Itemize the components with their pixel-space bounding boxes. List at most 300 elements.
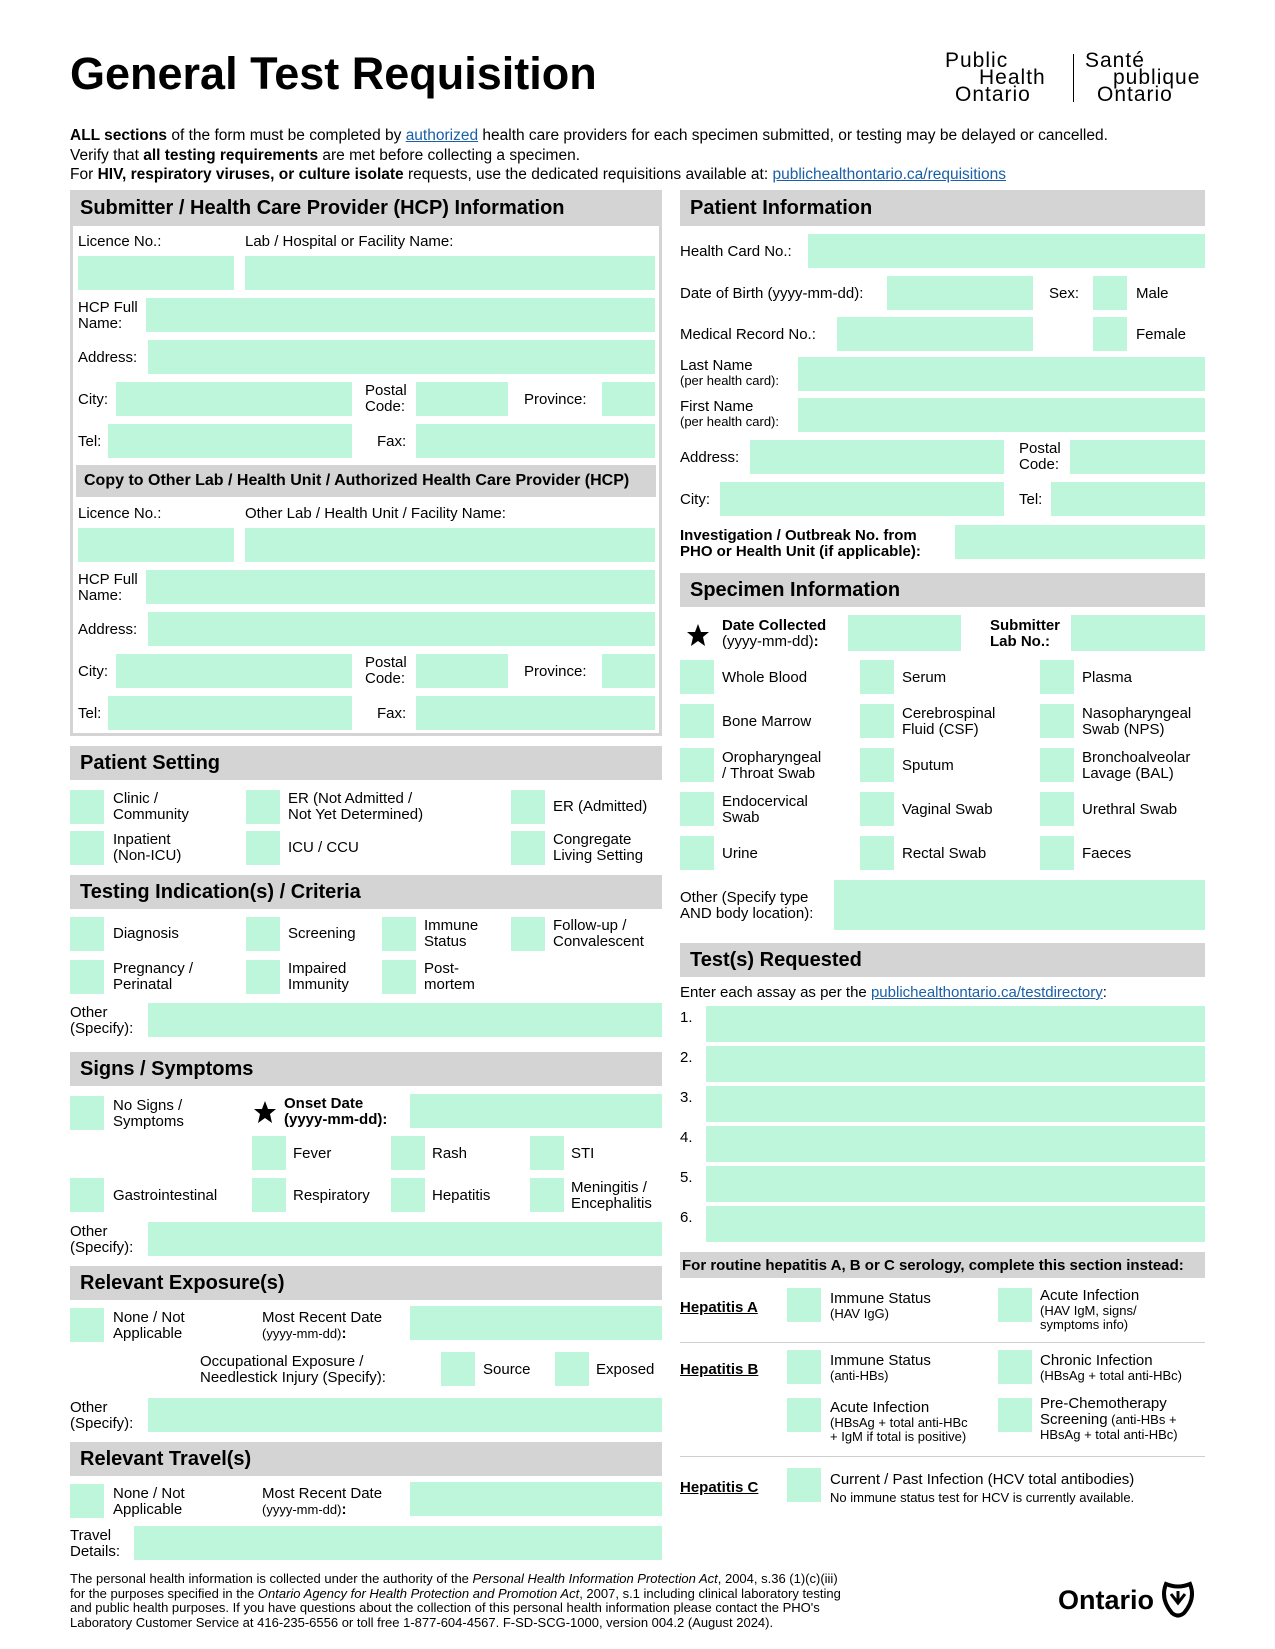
exposed-label: Exposed xyxy=(596,1361,655,1378)
intro-text: HIV, respiratory viruses, or culture isolate xyxy=(97,166,404,183)
label-line: mortem xyxy=(424,976,475,993)
label-line: Impaired xyxy=(288,960,347,977)
setting-header: Patient Setting xyxy=(70,746,662,780)
diagnosis-label: Diagnosis xyxy=(113,925,179,942)
patient-address-field[interactable] xyxy=(750,440,1004,474)
diagnosis-checkbox[interactable] xyxy=(70,917,104,951)
copy-tel-field[interactable] xyxy=(108,696,352,730)
label-line: Lavage (BAL) xyxy=(1082,765,1174,782)
intro-text: Verify that xyxy=(70,146,144,164)
hep-b-prechemo-checkbox[interactable] xyxy=(998,1398,1032,1432)
test-1-field[interactable] xyxy=(706,1006,1205,1042)
logo-text: publique xyxy=(1113,66,1201,89)
intro-text: of the form must be completed by xyxy=(167,127,406,144)
exposed-checkbox[interactable] xyxy=(555,1352,589,1386)
respiratory-checkbox[interactable] xyxy=(252,1178,286,1212)
label-line: (per health card): xyxy=(680,373,779,388)
hep-c-checkbox[interactable] xyxy=(787,1468,821,1502)
label-line: Endocervical xyxy=(722,793,808,810)
footer-text: and public health purposes. If you have questions about the collection of this personal health information please contact the PHO's xyxy=(70,1600,820,1615)
whole-blood-checkbox[interactable] xyxy=(680,660,714,694)
label-line: (HAV IgG) xyxy=(830,1306,889,1321)
copy-postal-label xyxy=(365,655,407,687)
label-line: (anti-HBs + xyxy=(1107,1412,1177,1427)
urine-checkbox[interactable] xyxy=(680,836,714,870)
footer-text: Ontario Agency for Health Protection and Promotion Act xyxy=(257,1585,580,1601)
icu-label: ICU / CCU xyxy=(288,839,359,856)
occupational-label xyxy=(200,1354,386,1386)
label-line: Lab No.: xyxy=(990,633,1050,650)
label-line: Immunity xyxy=(288,976,349,993)
tel-field[interactable] xyxy=(108,424,352,458)
male-label: Male xyxy=(1136,285,1169,302)
label-line: HBsAg + total anti-HBc) xyxy=(1040,1427,1178,1442)
label-line: Most Recent Date xyxy=(262,1485,383,1502)
test-number: 3. xyxy=(680,1089,693,1106)
post-mortem-label xyxy=(424,961,475,993)
label-line: Not Yet Determined) xyxy=(288,806,424,823)
label-line: Clinic / xyxy=(113,790,159,807)
label-line: (Specify): xyxy=(70,1020,134,1037)
travel-none-checkbox[interactable] xyxy=(70,1484,104,1518)
label-line: Oropharyngeal xyxy=(722,749,822,766)
licence-label: Licence No.: xyxy=(78,233,162,250)
bal-checkbox[interactable] xyxy=(1040,748,1074,782)
travel-none-label xyxy=(113,1486,185,1518)
patient-city-field[interactable] xyxy=(720,482,1004,516)
whole-blood-label: Whole Blood xyxy=(722,669,808,686)
travel-recent-field[interactable] xyxy=(410,1482,662,1516)
follow-up-checkbox[interactable] xyxy=(511,917,545,951)
test-number: 1. xyxy=(680,1009,693,1026)
label-line: (yyyy-mm-dd) xyxy=(262,1502,342,1517)
copy-hcp-name-field[interactable] xyxy=(146,570,655,604)
testing-other-label xyxy=(70,1005,133,1037)
requisitions-link[interactable]: publichealthontario.ca/requisitions xyxy=(772,166,1006,183)
sputum-checkbox[interactable] xyxy=(860,748,894,782)
investigation-field[interactable] xyxy=(955,525,1205,559)
signs-header: Signs / Symptoms xyxy=(70,1052,662,1086)
hep-a-acute-label xyxy=(1040,1288,1139,1332)
test-number: 5. xyxy=(680,1169,693,1186)
serum-checkbox[interactable] xyxy=(860,660,894,694)
bone-marrow-label: Bone Marrow xyxy=(722,713,812,730)
rectal-label: Rectal Swab xyxy=(902,845,987,862)
date-collected-field[interactable] xyxy=(848,615,961,651)
fax-label: Fax: xyxy=(377,433,407,450)
label-line: Immune xyxy=(424,917,479,934)
meningitis-checkbox[interactable] xyxy=(530,1178,564,1212)
hep-b-prechemo-label xyxy=(1040,1396,1178,1442)
tests-header: Test(s) Requested xyxy=(680,943,1205,977)
copy-postal-field[interactable] xyxy=(416,654,508,688)
sti-label: STI xyxy=(571,1145,595,1162)
hep-a-immune-label xyxy=(830,1291,931,1321)
clinic-label xyxy=(113,791,189,823)
respiratory-label: Respiratory xyxy=(293,1187,370,1204)
label-line: Screening xyxy=(1040,1411,1108,1428)
logo-divider xyxy=(1073,54,1074,102)
urethral-checkbox[interactable] xyxy=(1040,792,1074,826)
congregate-checkbox[interactable] xyxy=(511,831,545,865)
test-number: 2. xyxy=(680,1049,693,1066)
facility-label: Lab / Hospital or Facility Name: xyxy=(245,233,454,250)
hep-b-chronic-checkbox[interactable] xyxy=(998,1350,1032,1384)
specimen-other-label xyxy=(680,890,813,922)
test-4-field[interactable] xyxy=(706,1126,1205,1162)
female-label: Female xyxy=(1136,326,1187,343)
hep-b-acute-checkbox[interactable] xyxy=(787,1398,821,1432)
inpatient-label xyxy=(113,832,181,864)
onset-date-label xyxy=(284,1096,387,1128)
copy-fax-label: Fax: xyxy=(377,705,407,722)
onset-date-field[interactable] xyxy=(410,1094,662,1128)
label-line: Immune Status xyxy=(830,1352,931,1369)
label-line: Perinatal xyxy=(113,976,173,993)
copy-header: Copy to Other Lab / Health Unit / Authorized Health Care Provider (HCP) xyxy=(76,465,656,497)
urine-label: Urine xyxy=(722,845,758,862)
signs-other-field[interactable] xyxy=(148,1222,662,1256)
exposure-recent-field[interactable] xyxy=(410,1306,662,1340)
no-signs-label xyxy=(113,1098,184,1130)
hcp-name-label xyxy=(78,300,138,332)
sti-checkbox[interactable] xyxy=(530,1136,564,1170)
label-line: Submitter xyxy=(990,617,1061,634)
label-line: Other xyxy=(70,1399,108,1416)
label-line: Fluid (CSF) xyxy=(902,721,979,738)
test-5-field[interactable] xyxy=(706,1166,1205,1202)
first-name-label xyxy=(680,399,779,429)
urethral-label: Urethral Swab xyxy=(1082,801,1178,818)
label-line: HCP Full xyxy=(78,571,138,588)
label-line: Community xyxy=(113,806,189,823)
er-not-admitted-checkbox[interactable] xyxy=(246,790,280,824)
inpatient-checkbox[interactable] xyxy=(70,831,104,865)
hep-b-immune-label xyxy=(830,1353,931,1383)
serum-label: Serum xyxy=(902,669,947,686)
label-line: First Name xyxy=(680,398,754,415)
copy-facility-label: Other Lab / Health Unit / Facility Name: xyxy=(245,505,506,522)
footer-text: for the purposes specified in the xyxy=(70,1585,258,1601)
pregnancy-checkbox[interactable] xyxy=(70,960,104,994)
travel-header: Relevant Travel(s) xyxy=(70,1442,662,1476)
postal-field[interactable] xyxy=(416,382,508,416)
label-line: HCP Full xyxy=(78,299,138,316)
label-line: Current / Past Infection (HCV total antibodies) xyxy=(830,1471,1135,1488)
label-line: Code: xyxy=(365,670,406,687)
immune-status-label xyxy=(424,918,478,950)
province-label: Province: xyxy=(524,391,587,408)
test-3-field[interactable] xyxy=(706,1086,1205,1122)
label-line: Congregate xyxy=(553,831,632,848)
intro-text: requests, use the dedicated requisitions available at: xyxy=(403,166,773,183)
signs-other-label xyxy=(70,1224,133,1256)
hep-c-label xyxy=(830,1472,1134,1505)
specimen-other-field[interactable] xyxy=(834,880,1205,930)
label-line: Bronchoalveolar xyxy=(1082,749,1191,766)
instruction-text: Enter each assay as per the xyxy=(680,984,871,1001)
specimen-header: Specimen Information xyxy=(680,573,1205,607)
required-star-icon xyxy=(253,1100,277,1124)
label-line: Most Recent Date xyxy=(262,1309,383,1326)
facility-field[interactable] xyxy=(245,256,655,290)
dob-label: Date of Birth (yyyy-mm-dd): xyxy=(680,285,864,302)
label-line: PHO or Health Unit (if applicable): xyxy=(680,543,921,560)
label-line: symptoms info) xyxy=(1040,1317,1129,1332)
label-line: (HBsAg + total anti-HBc) xyxy=(1040,1368,1182,1383)
csf-label xyxy=(902,706,995,738)
copy-tel-label: Tel: xyxy=(78,705,102,722)
bal-label xyxy=(1082,750,1190,782)
hepatitis-b-label: Hepatitis B xyxy=(680,1361,759,1378)
rash-checkbox[interactable] xyxy=(391,1136,425,1170)
copy-licence-field[interactable] xyxy=(78,528,234,562)
icu-checkbox[interactable] xyxy=(246,831,280,865)
patient-postal-field[interactable] xyxy=(1070,440,1205,474)
oropharyngeal-label xyxy=(722,750,821,782)
testdirectory-link[interactable]: publichealthontario.ca/testdirectory xyxy=(870,984,1103,1001)
label-line: Pregnancy / xyxy=(113,960,194,977)
label-line: Symptoms xyxy=(113,1113,184,1130)
exposure-none-label xyxy=(113,1310,185,1342)
label-line: Postal xyxy=(365,382,407,399)
copy-hcp-name-label xyxy=(78,572,138,604)
logo-text: Santé xyxy=(1085,49,1145,72)
rash-label: Rash xyxy=(432,1145,468,1162)
intro-text: health care providers for each specimen submitted, or testing may be delayed or cancelled. xyxy=(478,127,1108,144)
authorized-link[interactable]: authorized xyxy=(405,127,479,144)
follow-up-label xyxy=(553,918,644,950)
exposure-header: Relevant Exposure(s) xyxy=(70,1266,662,1300)
logo-text: Health xyxy=(979,66,1046,89)
intro-text: are met before collecting a specimen. xyxy=(318,146,581,164)
last-name-field[interactable] xyxy=(798,357,1205,391)
footer-text: , 2007, s.1 including clinical laboratory testing xyxy=(579,1585,841,1601)
logo-text: Ontario xyxy=(955,83,1031,106)
testing-header: Testing Indication(s) / Criteria xyxy=(70,875,662,909)
instruction-text: : xyxy=(1102,984,1107,1001)
hcp-name-field[interactable] xyxy=(146,298,655,332)
privacy-footer xyxy=(70,1572,841,1630)
hep-divider xyxy=(680,1342,1205,1343)
exposure-other-field[interactable] xyxy=(148,1398,662,1432)
label-line: Postal xyxy=(1019,440,1061,457)
intro-text: ALL sections xyxy=(70,127,168,144)
immune-status-checkbox[interactable] xyxy=(382,917,416,951)
address-field[interactable] xyxy=(148,340,655,374)
hep-b-immune-checkbox[interactable] xyxy=(787,1350,821,1384)
province-field[interactable] xyxy=(602,382,655,416)
patient-postal-label xyxy=(1019,441,1061,473)
patient-tel-field[interactable] xyxy=(1051,482,1205,516)
patient-header: Patient Information xyxy=(680,190,1205,226)
bone-marrow-checkbox[interactable] xyxy=(680,704,714,738)
patient-tel-label: Tel: xyxy=(1019,491,1043,508)
label-line: No Signs / xyxy=(113,1097,183,1114)
ontario-logo xyxy=(1058,1580,1196,1620)
copy-city-label: City: xyxy=(78,663,108,680)
faeces-label: Faeces xyxy=(1082,845,1132,862)
label-line: (per health card): xyxy=(680,414,779,429)
licence-field[interactable] xyxy=(78,256,234,290)
travel-details-field[interactable] xyxy=(134,1526,662,1560)
label-line: Cerebrospinal xyxy=(902,705,996,722)
submitter-lab-field[interactable] xyxy=(1071,615,1205,651)
copy-fax-field[interactable] xyxy=(416,696,655,730)
copy-city-field[interactable] xyxy=(116,654,352,688)
hep-a-acute-checkbox[interactable] xyxy=(998,1288,1032,1322)
oropharyngeal-checkbox[interactable] xyxy=(680,748,714,782)
footer-text: The personal health information is collected under the authority of the xyxy=(70,1571,473,1586)
label-line: Follow-up / xyxy=(553,917,627,934)
mrn-field[interactable] xyxy=(837,317,1033,351)
er-admitted-checkbox[interactable] xyxy=(511,790,545,824)
tel-label: Tel: xyxy=(78,433,102,450)
testing-other-field[interactable] xyxy=(148,1003,662,1037)
rectal-checkbox[interactable] xyxy=(860,836,894,870)
vaginal-checkbox[interactable] xyxy=(860,792,894,826)
copy-province-field[interactable] xyxy=(602,654,655,688)
nps-label xyxy=(1082,706,1191,738)
label-line: Acute Infection xyxy=(830,1399,930,1416)
label-line: No immune status test for HCV is currently available. xyxy=(830,1490,1135,1505)
female-checkbox[interactable] xyxy=(1093,317,1127,351)
label-line: None / Not xyxy=(113,1309,185,1326)
footer-text: , 2004, s.36 (1)(c)(iii) xyxy=(717,1571,838,1586)
label-line: Encephalitis xyxy=(571,1195,652,1212)
footer-text: Personal Health Information Protection Act xyxy=(472,1571,718,1586)
intro-text: all testing requirements xyxy=(143,146,319,164)
plasma-checkbox[interactable] xyxy=(1040,660,1074,694)
exposure-none-checkbox[interactable] xyxy=(70,1308,104,1342)
fever-checkbox[interactable] xyxy=(252,1136,286,1170)
label-line: (Specify): xyxy=(70,1239,134,1256)
sputum-label: Sputum xyxy=(902,757,954,774)
label-line: ER (Not Admitted / xyxy=(288,790,413,807)
required-star-icon xyxy=(686,623,710,647)
test-number: 6. xyxy=(680,1209,693,1226)
test-2-field[interactable] xyxy=(706,1046,1205,1082)
er-not-admitted-label xyxy=(288,791,423,823)
dob-field[interactable] xyxy=(887,276,1033,310)
hep-a-immune-checkbox[interactable] xyxy=(787,1288,821,1322)
patient-address-label: Address: xyxy=(680,449,740,466)
gi-checkbox[interactable] xyxy=(70,1178,104,1212)
exposure-recent-label: Most Recent Date (yyyy-mm-dd): xyxy=(262,1309,383,1342)
label-line: Code: xyxy=(365,398,406,415)
impaired-immunity-checkbox[interactable] xyxy=(246,960,280,994)
male-checkbox[interactable] xyxy=(1093,276,1127,310)
label-line: Code: xyxy=(1019,456,1060,473)
fax-field[interactable] xyxy=(416,424,655,458)
screening-checkbox[interactable] xyxy=(246,917,280,951)
label-line: Pre-Chemotherapy xyxy=(1040,1395,1167,1412)
hep-b-chronic-label xyxy=(1040,1353,1182,1383)
copy-facility-field[interactable] xyxy=(245,528,655,562)
label-line: Other xyxy=(70,1223,108,1240)
label-line: (HBsAg + total anti-HBc xyxy=(830,1415,968,1430)
address-label: Address: xyxy=(78,349,138,366)
health-card-field[interactable] xyxy=(808,234,1205,268)
label-line: (yyyy-mm-dd) xyxy=(262,1326,342,1341)
endocervical-label xyxy=(722,794,808,826)
screening-label: Screening xyxy=(288,925,356,942)
copy-address-field[interactable] xyxy=(148,612,655,646)
label-line: Living Setting xyxy=(553,847,644,864)
label-line: None / Not xyxy=(113,1485,185,1502)
label-line: Name: xyxy=(78,315,123,332)
health-card-label: Health Card No.: xyxy=(680,243,792,260)
endocervical-checkbox[interactable] xyxy=(680,792,714,826)
sex-label: Sex: xyxy=(1049,285,1080,302)
clinic-checkbox[interactable] xyxy=(70,790,104,824)
intro-text: For xyxy=(70,166,98,183)
city-label: City: xyxy=(78,391,108,408)
label-line: Name: xyxy=(78,587,123,604)
vaginal-label: Vaginal Swab xyxy=(902,801,993,818)
investigation-label xyxy=(680,528,921,560)
ontario-wordmark: Ontario xyxy=(1058,1584,1155,1615)
copy-licence-label: Licence No.: xyxy=(78,505,162,522)
hepatitis-a-label: Hepatitis A xyxy=(680,1299,758,1316)
tests-instruction xyxy=(680,985,1107,1001)
csf-checkbox[interactable] xyxy=(860,704,894,738)
post-mortem-checkbox[interactable] xyxy=(382,960,416,994)
copy-province-label: Province: xyxy=(524,663,587,680)
city-field[interactable] xyxy=(116,382,352,416)
footer-text: Laboratory Customer Service at 416-235-6556 or toll free 1-877-604-4567. F-SD-SCG-1000, version 004.2 (August 2024). xyxy=(70,1614,774,1630)
label-line: Convalescent xyxy=(553,933,644,950)
hepatitis-header: For routine hepatitis A, B or C serology, complete this section instead: xyxy=(680,1252,1205,1278)
label-line: Acute Infection xyxy=(1040,1287,1140,1304)
first-name-field[interactable] xyxy=(798,398,1205,432)
fever-label: Fever xyxy=(293,1145,332,1162)
test-number: 4. xyxy=(680,1129,693,1146)
pho-logo xyxy=(945,49,1205,106)
label-line: Needlestick Injury (Specify): xyxy=(200,1369,386,1386)
label-line: Investigation / Outbreak No. from xyxy=(680,527,917,544)
source-label: Source xyxy=(483,1361,531,1378)
plasma-label: Plasma xyxy=(1082,669,1133,686)
label-line: Other xyxy=(70,1004,108,1021)
impaired-immunity-label xyxy=(288,961,349,993)
patient-city-label: City: xyxy=(680,491,710,508)
label-line: (anti-HBs) xyxy=(830,1368,889,1383)
submitter-header: Submitter / Health Care Provider (HCP) Information xyxy=(70,190,662,226)
postal-label xyxy=(365,383,407,415)
meningitis-label xyxy=(571,1180,652,1212)
hepatitis-checkbox[interactable] xyxy=(391,1178,425,1212)
intro xyxy=(70,126,1108,185)
er-admitted-label: ER (Admitted) xyxy=(553,798,648,815)
test-6-field[interactable] xyxy=(706,1206,1205,1242)
label-line: Inpatient xyxy=(113,831,171,848)
source-checkbox[interactable] xyxy=(441,1352,475,1386)
hep-b-acute-label xyxy=(830,1400,968,1444)
nps-checkbox[interactable] xyxy=(1040,704,1074,738)
label-line: (Non-ICU) xyxy=(113,847,182,864)
label-line: Chronic Infection xyxy=(1040,1352,1153,1369)
label-line: / Throat Swab xyxy=(722,765,816,782)
page-title: General Test Requisition xyxy=(70,48,597,99)
pregnancy-label xyxy=(113,961,193,993)
label-line: Travel xyxy=(70,1527,112,1544)
label-line: Swab (NPS) xyxy=(1082,721,1165,738)
no-signs-checkbox[interactable] xyxy=(70,1096,104,1130)
label-line: Date Collected xyxy=(722,617,827,634)
faeces-checkbox[interactable] xyxy=(1040,836,1074,870)
exposure-other-label xyxy=(70,1400,133,1432)
